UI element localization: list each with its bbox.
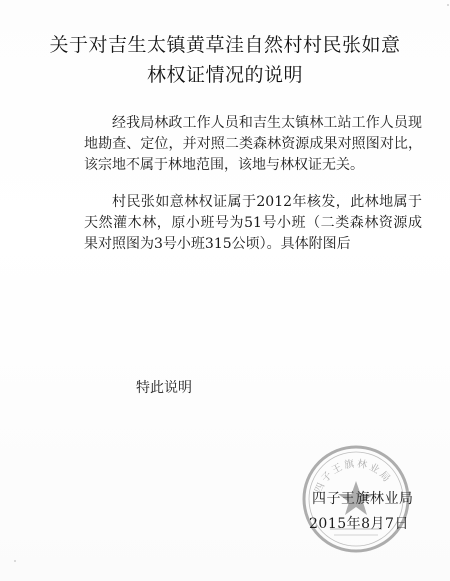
document-title-line-2: 林权证情况的说明 <box>146 64 303 86</box>
body-paragraph-2: 村民张如意林权证属于2012年核发，此林地属于天然灌木林，原小班号为51号小班（二类森林资源成果对照图为3号小班315公顷）。具体附图后 <box>84 194 422 252</box>
body-paragraph-1: 经我局林政工作人员和吉生太镇林工站工作人员现地勘查、定位，并对照二类森林资源成果对照图对比，该宗地不属于林地范围，该地与林权证无关。 <box>84 115 422 173</box>
scan-speck <box>447 4 449 6</box>
issuing-organization: 四子王旗林业局 <box>312 491 414 507</box>
seal-ring-text: 四子王旗林业局 <box>313 458 394 496</box>
closing-remark: 特此说明 <box>136 380 192 396</box>
issue-date: 2015年8月7日 <box>309 516 409 532</box>
scan-speck <box>14 560 16 562</box>
document-title-line-1: 关于对吉生太镇黄草洼自然村村民张如意 <box>49 34 401 56</box>
